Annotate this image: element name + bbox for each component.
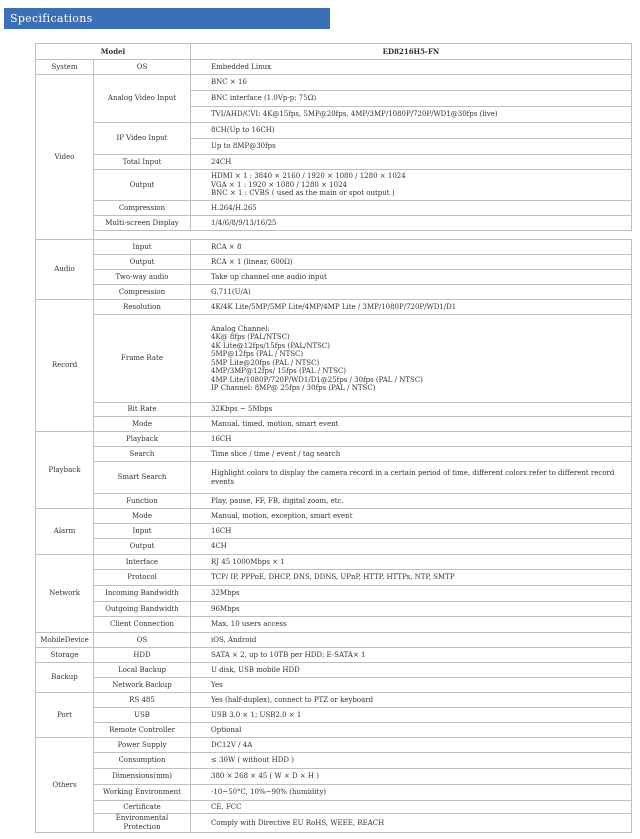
row-label: Power Supply <box>94 738 191 753</box>
row-label: Function <box>94 494 191 509</box>
table-row <box>36 769 632 785</box>
row-value: Take up channel one audio input <box>191 270 632 285</box>
value-line: 4K@ 8fps (PAL/NTSC) <box>211 333 290 341</box>
row-value: Highlight colors to display the camera record in a certain period of time, different colors refer to different record events <box>191 462 632 494</box>
value-line: 5MP@12fps (PAL / NTSC) <box>211 350 304 358</box>
row-label: Certificate <box>94 801 191 814</box>
table-row <box>36 417 632 432</box>
row-value <box>191 170 632 201</box>
row-value: Embedded Linux <box>191 60 632 75</box>
table-row <box>36 403 632 417</box>
row-value: RCA × 8 <box>191 240 632 255</box>
row-value: Up to 8MP@30fps <box>191 139 632 155</box>
row-label: USB <box>94 708 191 723</box>
row-label: Output <box>94 170 191 201</box>
row-value: USB 3.0 × 1; USB2.0 × 1 <box>191 708 632 723</box>
row-value: DC12V / 4A <box>191 738 632 753</box>
row-label: Input <box>94 240 191 255</box>
table-row <box>36 785 632 801</box>
row-value: TCP/ IP, PPPoE, DHCP, DNS, DDNS, UPnP, HTTP, HTTPs, NTP, SMTP <box>191 570 632 586</box>
row-value: Max. 10 users access <box>191 617 632 633</box>
value-line: IP Channel: 8MP@ 25fps / 30fps (PAL / NTSC) <box>211 384 376 392</box>
row-value: SATA × 2, up to 10TB per HDD; E-SATA× 1 <box>191 648 632 663</box>
table-row <box>36 602 632 617</box>
table-row <box>36 570 632 586</box>
value-line: BNC × 1 : CVBS ( used as the main or spot output ) <box>211 189 395 198</box>
model-label: Model <box>36 44 191 60</box>
row-label: Dimensions(mm) <box>94 769 191 785</box>
table-row <box>36 617 632 633</box>
category-alarm: Alarm <box>36 509 94 555</box>
row-label: Mode <box>94 509 191 524</box>
category-network: Network <box>36 555 94 633</box>
row-label: Total Input <box>94 155 191 170</box>
table-row <box>36 240 632 255</box>
row-label: Interface <box>94 555 191 570</box>
table-row <box>36 300 632 315</box>
table-row <box>36 723 632 738</box>
row-label: Output <box>94 255 191 270</box>
table-row <box>36 216 632 231</box>
value-line: HDMI × 1 : 3840 × 2160 / 1920 × 1080 / 1280 × 1024 <box>211 172 406 181</box>
table-row <box>36 44 632 60</box>
row-label: IP Video Input <box>94 123 191 155</box>
category-mobile-device: MobileDevice <box>36 633 94 648</box>
row-value: 4K/4K Lite/5MP/5MP Lite/4MP/4MP Lite / 3MP/1080P/720P/WD1/D1 <box>191 300 632 315</box>
row-label: Client Connection <box>94 617 191 633</box>
table-row <box>36 60 632 75</box>
table-row <box>36 524 632 539</box>
category-backup: Backup <box>36 663 94 693</box>
row-value: Time slice / time / event / tag search <box>191 447 632 462</box>
category-playback: Playback <box>36 432 94 509</box>
row-value: 16CH <box>191 432 632 447</box>
table-row <box>36 586 632 602</box>
row-value: Comply with Directive EU RoHS, WEEE, REACH <box>191 814 632 833</box>
row-label: Smart Search <box>94 462 191 494</box>
table-row <box>36 170 632 201</box>
row-label: Mode <box>94 417 191 432</box>
row-value: 32Kbps ~ 5Mbps <box>191 403 632 417</box>
row-value: Yes <box>191 678 632 693</box>
row-label: HDD <box>94 648 191 663</box>
row-label: Environmental Protection <box>94 814 191 833</box>
row-label: RS 485 <box>94 693 191 708</box>
table-row <box>36 462 632 494</box>
value-line: 4MP Lite/1080P/720P/WD1/D1@25fps / 30fps (PAL / NTSC) <box>211 375 423 384</box>
row-value: -10~50°C, 10%~90% (humidity) <box>191 785 632 801</box>
table-row <box>36 315 632 403</box>
table-row <box>36 509 632 524</box>
row-label: Resolution <box>94 300 191 315</box>
row-label: Local Backup <box>94 663 191 678</box>
row-label: Multi-screen Display <box>94 216 191 231</box>
row-label: Output <box>94 539 191 555</box>
row-value: Optional <box>191 723 632 738</box>
row-value: Play, pause, FF, FB, digital zoom, etc. <box>191 494 632 509</box>
row-label: Compression <box>94 285 191 300</box>
table-row <box>36 270 632 285</box>
row-value: Manual, motion, exception, smart event <box>191 509 632 524</box>
specifications-banner: Specifications <box>4 8 330 29</box>
table-row <box>36 633 632 648</box>
value-line: 5MP Lite@20fps (PAL / NTSC) <box>211 358 320 367</box>
table-row <box>36 648 632 663</box>
table-row <box>36 255 632 270</box>
category-port: Port <box>36 693 94 738</box>
table-row <box>36 201 632 216</box>
table-row <box>36 663 632 678</box>
row-value: TVI/AHD/CVI: 4K@15fps, 5MP@20fps, 4MP/3MP/1080P/720P/WD1@30fps (live) <box>191 107 632 123</box>
row-label: Analog Video Input <box>94 75 191 123</box>
value-line: Analog Channel: <box>211 324 270 333</box>
table-row <box>36 753 632 769</box>
table-row <box>36 814 632 833</box>
category-audio: Audio <box>36 240 94 300</box>
row-value: 380 × 268 × 45 ( W × D × H ) <box>191 769 632 785</box>
row-label: Consumption <box>94 753 191 769</box>
value-line: 4K Lite@12fps/15fps (PAL/NTSC) <box>211 341 331 350</box>
row-value: CE, FCC <box>191 801 632 814</box>
table-row <box>36 75 632 91</box>
row-label: Two-way audio <box>94 270 191 285</box>
row-label: Outgoing Bandwidth <box>94 602 191 617</box>
row-label: Input <box>94 524 191 539</box>
table-row <box>36 693 632 708</box>
value-line: VGA × 1 : 1920 × 1080 / 1280 × 1024 <box>211 180 347 189</box>
row-value: 16CH <box>191 524 632 539</box>
table-row <box>36 231 632 240</box>
row-value: 32Mbps <box>191 586 632 602</box>
table-row <box>36 494 632 509</box>
table-row <box>36 708 632 723</box>
category-system: System <box>36 60 94 75</box>
row-label: Frame Rate <box>94 315 191 403</box>
table-row <box>36 555 632 570</box>
row-label: Playback <box>94 432 191 447</box>
category-others: Others <box>36 738 94 833</box>
table-row <box>36 801 632 814</box>
row-value: Manual, timed, motion, smart event <box>191 417 632 432</box>
row-value: 4CH <box>191 539 632 555</box>
row-value: 96Mbps <box>191 602 632 617</box>
model-value: ED8216H5-FN <box>191 44 632 60</box>
table-row <box>36 678 632 693</box>
row-value: RJ 45 1000Mbps × 1 <box>191 555 632 570</box>
row-value: RCA × 1 (linear, 600Ω) <box>191 255 632 270</box>
row-label: Bit Rate <box>94 403 191 417</box>
row-label: Search <box>94 447 191 462</box>
category-storage: Storage <box>36 648 94 663</box>
table-row <box>36 539 632 555</box>
row-value: H.264/H.265 <box>191 201 632 216</box>
row-label: OS <box>94 60 191 75</box>
table-row <box>36 738 632 753</box>
row-value: ≤ 30W ( without HDD ) <box>191 753 632 769</box>
category-record: Record <box>36 300 94 432</box>
category-video: Video <box>36 75 94 240</box>
row-value: iOS, Android <box>191 633 632 648</box>
row-label: Network Backup <box>94 678 191 693</box>
row-label: Compression <box>94 201 191 216</box>
row-value: 1/4/6/8/9/13/16/25 <box>191 216 632 231</box>
row-value: 8CH(Up to 16CH) <box>191 123 632 139</box>
row-label: Incoming Bandwidth <box>94 586 191 602</box>
row-value: Yes (half-duplex), connect to PTZ or keyboard <box>191 693 632 708</box>
row-value: 24CH <box>191 155 632 170</box>
table-row <box>36 155 632 170</box>
row-label: Remote Controller <box>94 723 191 738</box>
table-row <box>36 447 632 462</box>
row-value: BNC × 16 <box>191 75 632 91</box>
row-value: U disk, USB mobile HDD <box>191 663 632 678</box>
table-row <box>36 432 632 447</box>
spec-table <box>35 43 632 833</box>
table-row <box>36 123 632 139</box>
row-label: Working Environment <box>94 785 191 801</box>
row-label: Protocol <box>94 570 191 586</box>
row-label: OS <box>94 633 191 648</box>
row-value: BNC interface (1.0Vp-p; 75Ω) <box>191 91 632 107</box>
row-value: G.711(U/A) <box>191 285 632 300</box>
row-value <box>191 315 632 403</box>
value-line: 4MP/3MP@12fps/ 15fps (PAL / NTSC) <box>211 367 346 375</box>
table-row <box>36 285 632 300</box>
